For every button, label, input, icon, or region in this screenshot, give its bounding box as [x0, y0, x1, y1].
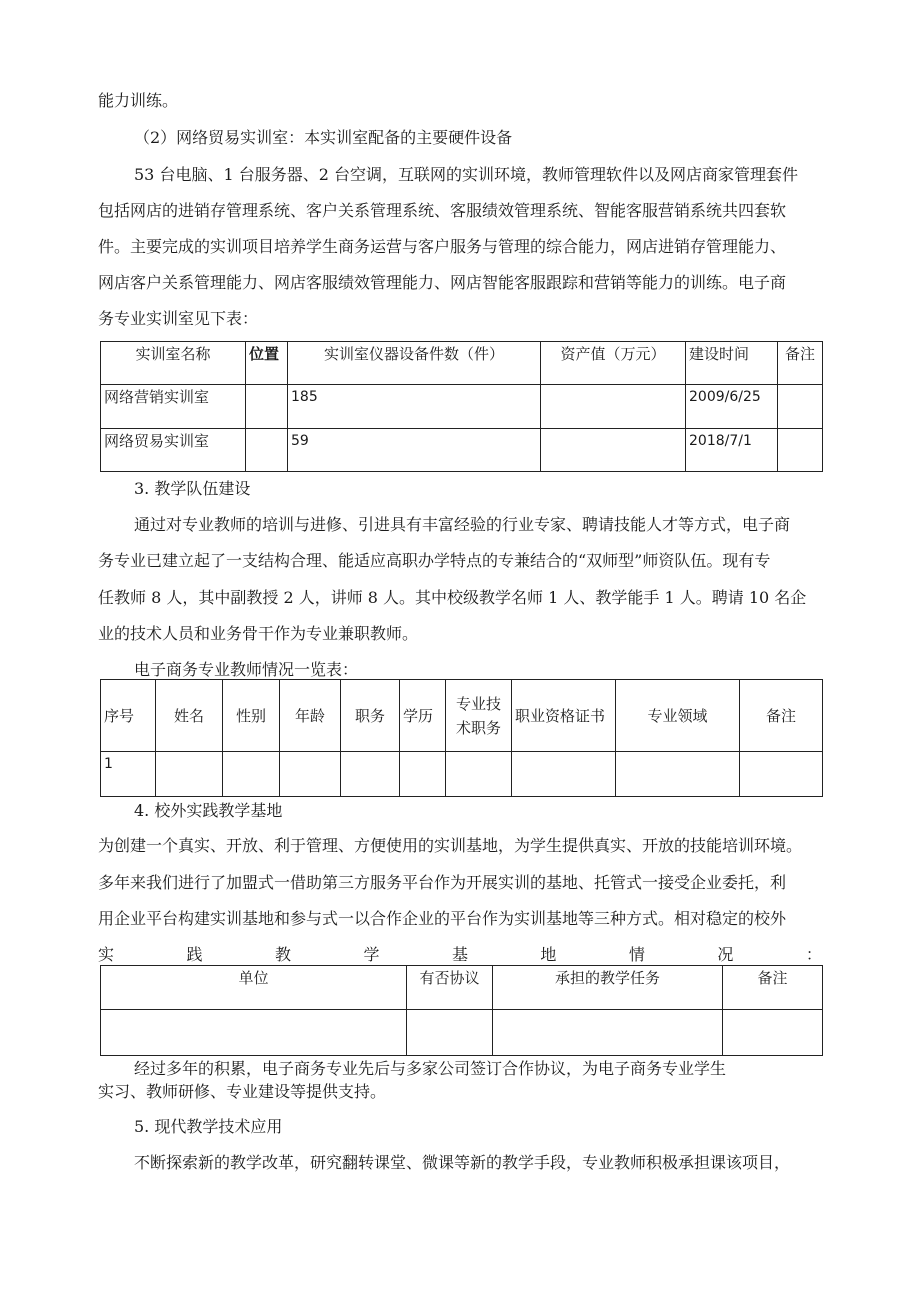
teacher-age-cell	[280, 752, 341, 797]
lab-asset-value-cell	[541, 385, 686, 429]
teacher-table-header-cell: 序号	[101, 680, 156, 752]
base-table-header-row	[101, 966, 823, 1010]
base-table-header-cell: 承担的教学任务	[493, 966, 723, 1010]
table-row	[101, 429, 823, 472]
teacher-gender-cell	[223, 752, 280, 797]
table-row	[101, 752, 823, 797]
header-line: 术职务	[455, 718, 501, 737]
lab2-paragraph-line: 包括网店的进销存管理系统、客户关系管理系统、客服绩效管理系统、智能客服营销系统共四套软	[98, 201, 787, 220]
lab-equipment-count-cell: 59	[288, 429, 541, 472]
teacher-title-cell	[446, 752, 512, 797]
lab-location-cell	[246, 429, 288, 472]
section3-paragraph-line: 务专业已建立起了一支结构合理、能适应高职办学特点的专兼结合的“双师型”师资队伍。现有专	[98, 551, 771, 570]
lab-table	[100, 341, 823, 472]
teacher-table-header-cell: 年龄	[280, 680, 341, 752]
base-task-cell	[493, 1010, 723, 1056]
intro-end-text: 能力训练。	[98, 91, 179, 110]
spread-char: 践	[186, 945, 203, 964]
section5-paragraph-line: 不断探索新的教学改革，研究翻转课堂、微课等新的教学手段，专业教师积极承担课该项目，	[134, 1153, 791, 1172]
teacher-certificate-cell	[512, 752, 616, 797]
lab-build-date-cell: 2018/7/1	[686, 429, 778, 472]
section4-after-line: 经过多年的积累，电子商务专业先后与多家公司签订合作协议，为电子商务专业学生	[134, 1059, 727, 1078]
spread-char: ：	[805, 945, 822, 964]
teacher-remark-cell	[740, 752, 823, 797]
table-row	[101, 1010, 823, 1056]
lab-build-date-cell: 2009/6/25	[686, 385, 778, 429]
section4-paragraph-line: 用企业平台构建实训基地和参与式一以合作企业的平台作为实训基地等三种方式。相对稳定的校外	[98, 909, 787, 928]
lab-remark-cell	[778, 385, 823, 429]
teacher-field-cell	[616, 752, 740, 797]
teacher-index-cell: 1	[101, 752, 156, 797]
lab2-paragraph-line: 53 台电脑、1 台服务器、2 台空调，互联网的实训环境，教师管理软件以及网店商家管理套件	[134, 165, 798, 184]
base-unit-cell	[101, 1010, 407, 1056]
teacher-table-header-cell-professional-title	[446, 680, 512, 752]
teacher-table-header-row	[101, 680, 823, 752]
lab2-paragraph-line: 务专业实训室见下表：	[98, 309, 259, 328]
lab-table-header-row	[101, 342, 823, 385]
teacher-table-caption: 电子商务专业教师情况一览表：	[134, 660, 359, 679]
section5-title: 5. 现代教学技术应用	[134, 1117, 283, 1136]
header-line: 专业技	[455, 694, 501, 713]
base-table-header-cell: 备注	[723, 966, 823, 1010]
teacher-table-header-cell: 学历	[400, 680, 446, 752]
section3-title: 3. 教学队伍建设	[134, 479, 251, 498]
lab-table-header-cell: 实训室仪器设备件数（件）	[288, 342, 541, 385]
lab2-paragraph-line: 件。主要完成的实训项目培养学生商务运营与客户服务与管理的综合能力，网店进销存管理能力、	[98, 237, 787, 256]
lab-equipment-count-cell: 185	[288, 385, 541, 429]
spread-char: 基	[451, 945, 468, 964]
lab-name-cell: 网络贸易实训室	[101, 429, 246, 472]
teacher-position-cell	[341, 752, 400, 797]
teacher-table	[100, 679, 823, 797]
lab2-paragraph-line: 网店客户关系管理能力、网店客服绩效管理能力、网店智能客服跟踪和营销等能力的训练。电子商	[98, 273, 787, 292]
teacher-table-header-cell: 姓名	[156, 680, 223, 752]
section4-paragraph-line: 多年来我们进行了加盟式一借助第三方服务平台作为开展实训的基地、托管式一接受企业委托，利	[98, 873, 787, 892]
section4-after-line: 实习、教师研修、专业建设等提供支持。	[98, 1082, 387, 1101]
section3-paragraph-line: 业的技术人员和业务骨干作为专业兼职教师。	[98, 624, 419, 643]
lab-table-header-cell: 位置	[246, 342, 288, 385]
lab-asset-value-cell	[541, 429, 686, 472]
base-table-header-cell: 单位	[101, 966, 407, 1010]
teacher-name-cell	[156, 752, 223, 797]
lab2-heading: （2）网络贸易实训室：本实训室配备的主要硬件设备	[134, 128, 513, 147]
base-agreement-cell	[407, 1010, 493, 1056]
lab-name-cell: 网络营销实训室	[101, 385, 246, 429]
lab-table-header-cell: 实训室名称	[101, 342, 246, 385]
teacher-education-cell	[400, 752, 446, 797]
spread-char: 情	[628, 945, 645, 964]
practice-base-table	[100, 965, 823, 1056]
spread-char: 实	[98, 945, 115, 964]
table-row	[101, 385, 823, 429]
section4-spread-line	[98, 944, 822, 966]
section3-paragraph-line: 任教师 8 人，其中副教授 2 人，讲师 8 人。其中校级教学名师 1 人、教学能手 1 人。聘请 10 名企	[98, 588, 807, 607]
teacher-table-header-cell: 职务	[341, 680, 400, 752]
base-remark-cell	[723, 1010, 823, 1056]
teacher-table-header-cell: 备注	[740, 680, 823, 752]
teacher-table-header-cell: 性别	[223, 680, 280, 752]
lab-table-header-cell: 建设时间	[686, 342, 778, 385]
lab-location-cell	[246, 385, 288, 429]
lab-remark-cell	[778, 429, 823, 472]
teacher-table-header-cell: 专业领域	[616, 680, 740, 752]
base-table-header-cell: 有否协议	[407, 966, 493, 1010]
teacher-table-header-cell: 职业资格证书	[512, 680, 616, 752]
spread-char: 地	[540, 945, 557, 964]
lab-table-header-cell: 资产值（万元）	[541, 342, 686, 385]
spread-char: 况	[717, 945, 734, 964]
lab-table-header-cell: 备注	[778, 342, 823, 385]
spread-char: 教	[274, 945, 291, 964]
section3-paragraph-line: 通过对专业教师的培训与进修、引进具有丰富经验的行业专家、聘请技能人才等方式，电子商	[134, 515, 791, 534]
section4-paragraph-line: 为创建一个真实、开放、利于管理、方便使用的实训基地，为学生提供真实、开放的技能培训环境。	[98, 836, 803, 855]
spread-char: 学	[363, 945, 380, 964]
section4-title: 4. 校外实践教学基地	[134, 801, 283, 820]
